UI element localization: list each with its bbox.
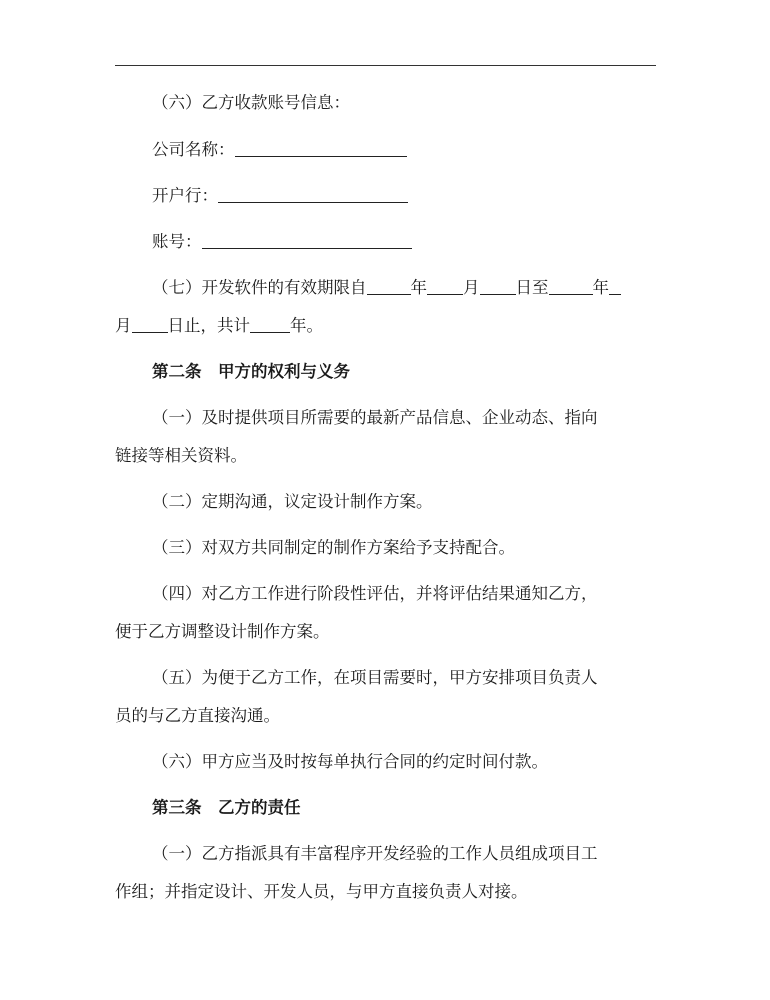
header-divider <box>115 65 656 66</box>
bank-info-heading: （六）乙方收款账号信息： <box>152 93 350 112</box>
end-year-unit: 年 <box>592 278 609 297</box>
year-unit: 年 <box>410 278 427 297</box>
start-month-blank <box>427 276 463 295</box>
month-unit: 月 <box>463 278 480 297</box>
article-3-item-1-line-1: （一）乙方指派具有丰富程序开发经验的工作人员组成项目工 <box>152 844 598 863</box>
bank-blank <box>218 184 408 203</box>
bank-label: 开户行： <box>152 186 218 205</box>
article-2-item-5-line-2: 员的与乙方直接沟通。 <box>115 706 280 725</box>
article-3-heading: 第三条 乙方的责任 <box>152 798 301 817</box>
end-day-blank <box>132 314 168 333</box>
validity-text: （七）开发软件的有效期限自 <box>152 278 367 297</box>
article-2-item-4-line-2: 便于乙方调整设计制作方案。 <box>115 622 330 641</box>
end-month-blank <box>609 276 621 295</box>
end-month-unit: 月 <box>115 316 132 335</box>
article-2-item-1-line-2: 链接等相关资料。 <box>115 446 247 465</box>
start-year-blank <box>367 276 411 295</box>
validity-line-1 <box>152 276 621 300</box>
article-3-item-1-line-2: 作组；并指定设计、开发人员，与甲方直接负责人对接。 <box>115 882 528 901</box>
article-2-item-1-line-1: （一）及时提供项目所需要的最新产品信息、企业动态、指向 <box>152 408 598 427</box>
account-label: 账号： <box>152 232 202 251</box>
company-name-field <box>152 138 407 162</box>
account-field <box>152 230 412 254</box>
total-years-blank <box>250 314 290 333</box>
bank-field <box>152 184 408 208</box>
article-2-item-5-line-1: （五）为便于乙方工作，在项目需要时，甲方安排项目负责人 <box>152 668 598 687</box>
company-name-label: 公司名称： <box>152 140 235 159</box>
article-2-item-6: （六）甲方应当及时按每单执行合同的约定时间付款。 <box>152 752 548 771</box>
article-2-item-3: （三）对双方共同制定的制作方案给予支持配合。 <box>152 538 515 557</box>
end-year-blank <box>549 276 593 295</box>
end-day-unit: 日止，共计 <box>167 316 250 335</box>
start-day-blank <box>480 276 516 295</box>
day-to-unit: 日至 <box>515 278 549 297</box>
article-2-item-4-line-1: （四）对乙方工作进行阶段性评估，并将评估结果通知乙方， <box>152 584 598 603</box>
account-blank <box>202 230 412 249</box>
article-2-item-2: （二）定期沟通，议定设计制作方案。 <box>152 492 433 511</box>
article-2-heading: 第二条 甲方的权利与义务 <box>152 362 350 381</box>
validity-line-2 <box>115 314 323 338</box>
company-name-blank <box>235 138 407 157</box>
total-year-unit: 年。 <box>290 316 323 335</box>
